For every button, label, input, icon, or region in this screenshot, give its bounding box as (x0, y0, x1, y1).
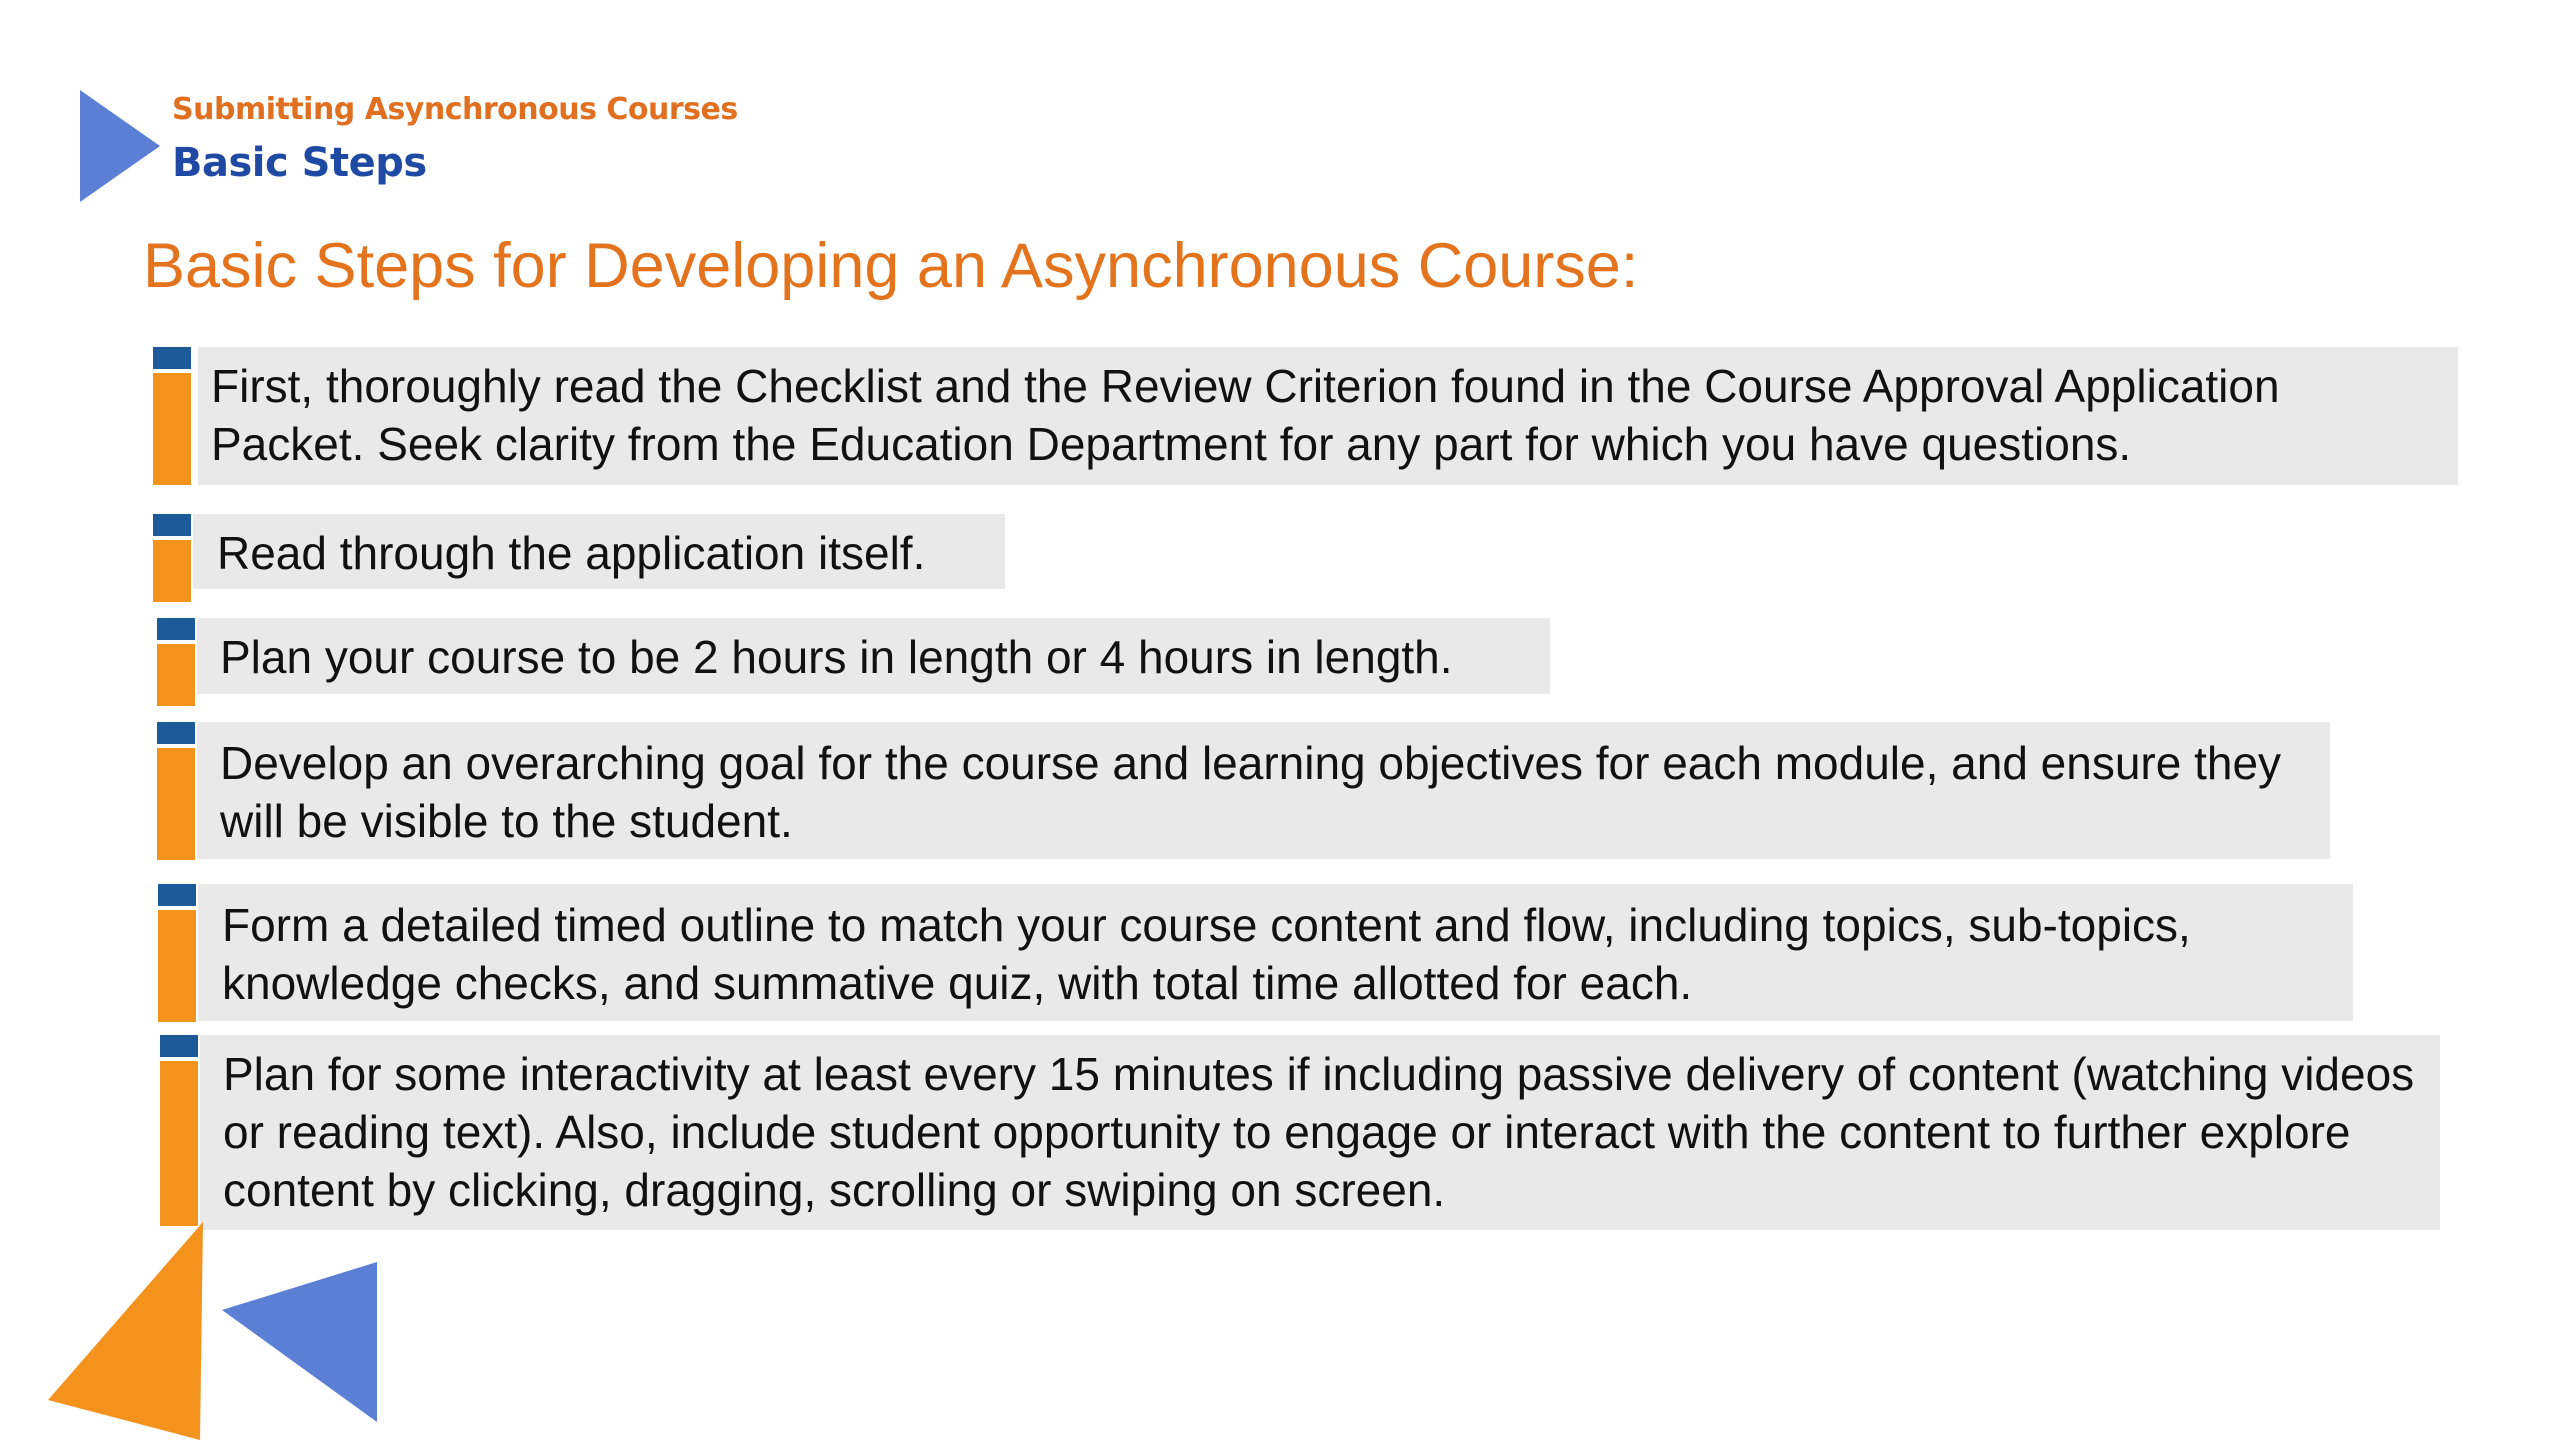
step-marker-top (160, 1035, 198, 1057)
step-text: Read through the application itself. (217, 527, 926, 579)
step-marker-top (153, 347, 191, 369)
step-text: Form a detailed timed outline to match your course content and flow, including topics, sub-topics, knowledge checks, and summative quiz, with total time allotted for each. (222, 899, 2191, 1009)
orange-triangle-decoration (48, 1222, 208, 1440)
step-marker-bar (153, 540, 191, 602)
step-marker-top (153, 514, 191, 536)
step-marker-bar (157, 748, 195, 860)
step-marker-bar (153, 373, 191, 485)
header-subtitle: Basic Steps (172, 140, 427, 186)
step-marker-bar (158, 910, 196, 1022)
page-title: Basic Steps for Developing an Asynchronous Course: (143, 231, 1639, 301)
step-text: Develop an overarching goal for the course and learning objectives for each module, and ensure they will be visible to the student. (220, 737, 2282, 847)
step-text: Plan your course to be 2 hours in length or 4 hours in length. (220, 631, 1453, 683)
step-text: First, thoroughly read the Checklist and the Review Criterion found in the Course Approval Application Packet. Seek clarity from the Education Department for any part for which you have questions. (211, 360, 2280, 470)
blue-triangle-decoration (222, 1262, 377, 1422)
step-marker-top (157, 722, 195, 744)
step-marker-bar (157, 644, 195, 706)
step-marker-bar (160, 1061, 198, 1226)
step-marker-top (157, 618, 195, 640)
step-marker-top (158, 884, 196, 906)
header-kicker: Submitting Asynchronous Courses (172, 92, 738, 127)
play-triangle-icon (80, 90, 160, 202)
step-text: Plan for some interactivity at least every 15 minutes if including passive delivery of content (watching videos or reading text). Also, include student opportunity to engage or interact with the content to further explore content by clicking, dragging, scrolling or swiping on screen. (223, 1048, 2415, 1216)
